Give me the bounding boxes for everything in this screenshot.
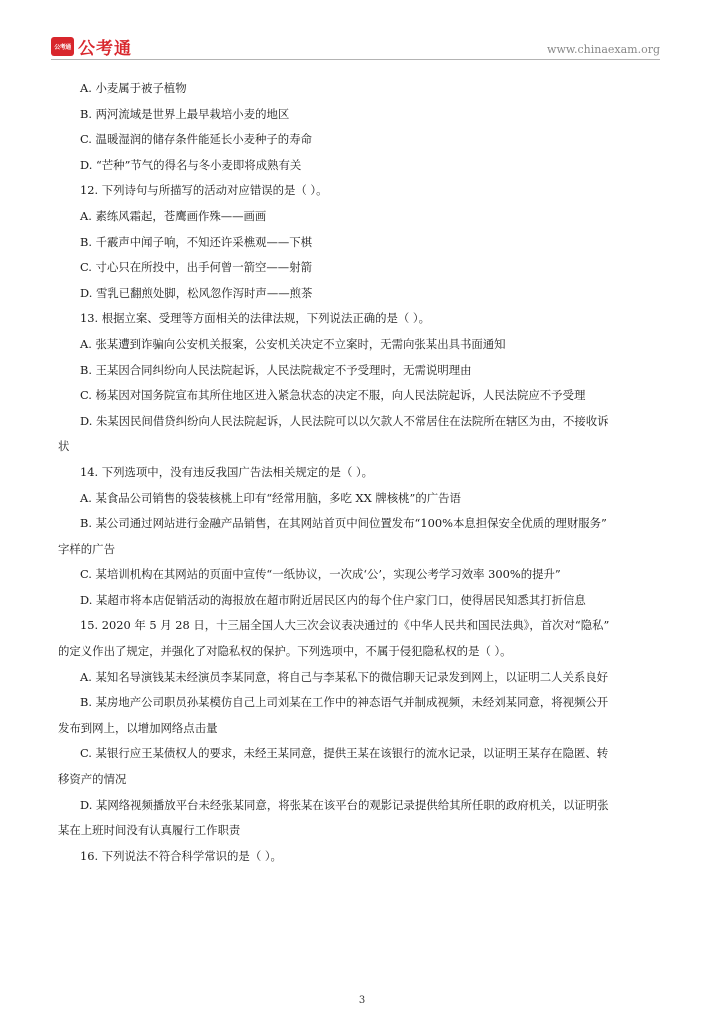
question-stem: 14. 下列选项中，没有违反我国广告法相关规定的是（ ）。 <box>80 464 374 479</box>
answer-option: D. 雪乳已翻煎处脚，松风忽作泻时声——煎茶 <box>80 285 313 300</box>
answer-option: C. 寸心只在所投中，出手何曾一箭空——射箭 <box>80 260 312 275</box>
answer-option: B. 王某因合同纠纷向人民法院起诉，人民法院裁定不予受理时，无需说明理由 <box>80 362 472 377</box>
answer-option: A. 张某遭到诈骗向公安机关报案，公安机关决定不立案时，无需向张某出具书面通知 <box>80 336 506 351</box>
page-header <box>0 0 724 62</box>
question-stem: 13. 根据立案、受理等方面相关的法律法规，下列说法正确的是（ ）。 <box>80 311 430 326</box>
brand-logo[interactable] <box>51 35 132 57</box>
answer-option: A. 某食品公司销售的袋装核桃上印有“经常用脑，多吃 XX 牌核桃”的广告语 <box>80 490 461 505</box>
document-body <box>58 76 670 869</box>
answer-option: A. 素练风霜起，苍鹰画作殊——画画 <box>80 208 267 223</box>
answer-option: A. 某知名导演钱某未经演员李某同意，将自己与李某私下的微信聊天记录发到网上，以证明二人关系良好 <box>80 669 609 684</box>
page-number: 3 <box>358 995 366 1006</box>
answer-option: C. 某银行应王某债权人的要求，未经王某同意，提供王某在该银行的流水记录，以证明王某存在隐匿、转 <box>80 746 609 761</box>
header-divider <box>51 59 660 60</box>
answer-option: C. 杨某因对国务院宣布其所住地区进入紧急状态的决定不服，向人民法院起诉，人民法院应不予受理 <box>80 388 586 403</box>
text-continuation: 状 <box>58 439 70 454</box>
answer-option: D. 某网络视频播放平台未经张某同意，将张某在该平台的观影记录提供给其所任职的政府机关，以证明张 <box>80 797 609 812</box>
question-stem: 12. 下列诗句与所描写的活动对应错误的是（ ）。 <box>80 183 328 198</box>
text-continuation: 发布到网上，以增加网络点击量 <box>58 720 218 735</box>
answer-option: D. 朱某因民间借贷纠纷向人民法院起诉，人民法院可以以欠款人不常居住在法院所在辖区为由，不接收诉 <box>80 413 609 428</box>
answer-option: A. 小麦属于被子植物 <box>80 81 187 95</box>
answer-option: B. 某公司通过网站进行金融产品销售，在其网站首页中间位置发布“100%本息担保安全优质的理财服务” <box>80 516 607 531</box>
answer-option: D. 某超市将本店促销活动的海报放在超市附近居民区内的每个住户家门口，使得居民知悉其打折信息 <box>80 592 586 607</box>
answer-option: C. 温暖湿润的储存条件能延长小麦种子的寿命 <box>80 132 312 147</box>
text-continuation: 某在上班时间没有认真履行工作职责 <box>58 823 241 838</box>
question-stem: 16. 下列说法不符合科学常识的是（ ）。 <box>80 848 282 863</box>
answer-option: D. “芒种”节气的得名与冬小麦即将成熟有关 <box>80 157 302 172</box>
answer-option: B. 两河流域是世界上最早栽培小麦的地区 <box>80 106 290 121</box>
logo-wordmark: 公考通 <box>78 38 132 59</box>
logo-badge: 公考通 <box>51 37 74 56</box>
answer-option: C. 某培训机构在其网站的页面中宣传“一纸协议，一次成‘公’，实现公考学习效率 300%的提升” <box>80 567 561 582</box>
site-url[interactable]: www.chinaexam.org <box>547 43 660 56</box>
answer-option: B. 某房地产公司职员孙某模仿自己上司刘某在工作中的神态语气并制成视频，未经刘某同意，将视频公开 <box>80 695 609 710</box>
answer-option: B. 千霰声中闻子响，不知还许采樵观——下棋 <box>80 234 313 249</box>
text-continuation: 的定义作出了规定，并强化了对隐私权的保护。下列选项中，不属于侵犯隐私权的是（ ）。 <box>58 644 512 659</box>
text-continuation: 移资产的情况 <box>58 772 127 787</box>
question-stem: 15. 2020 年 5 月 28 日，十三届全国人大三次会议表决通过的《中华人民共和国民法典》，首次对“隐私” <box>80 618 610 633</box>
text-continuation: 字样的广告 <box>58 541 115 556</box>
